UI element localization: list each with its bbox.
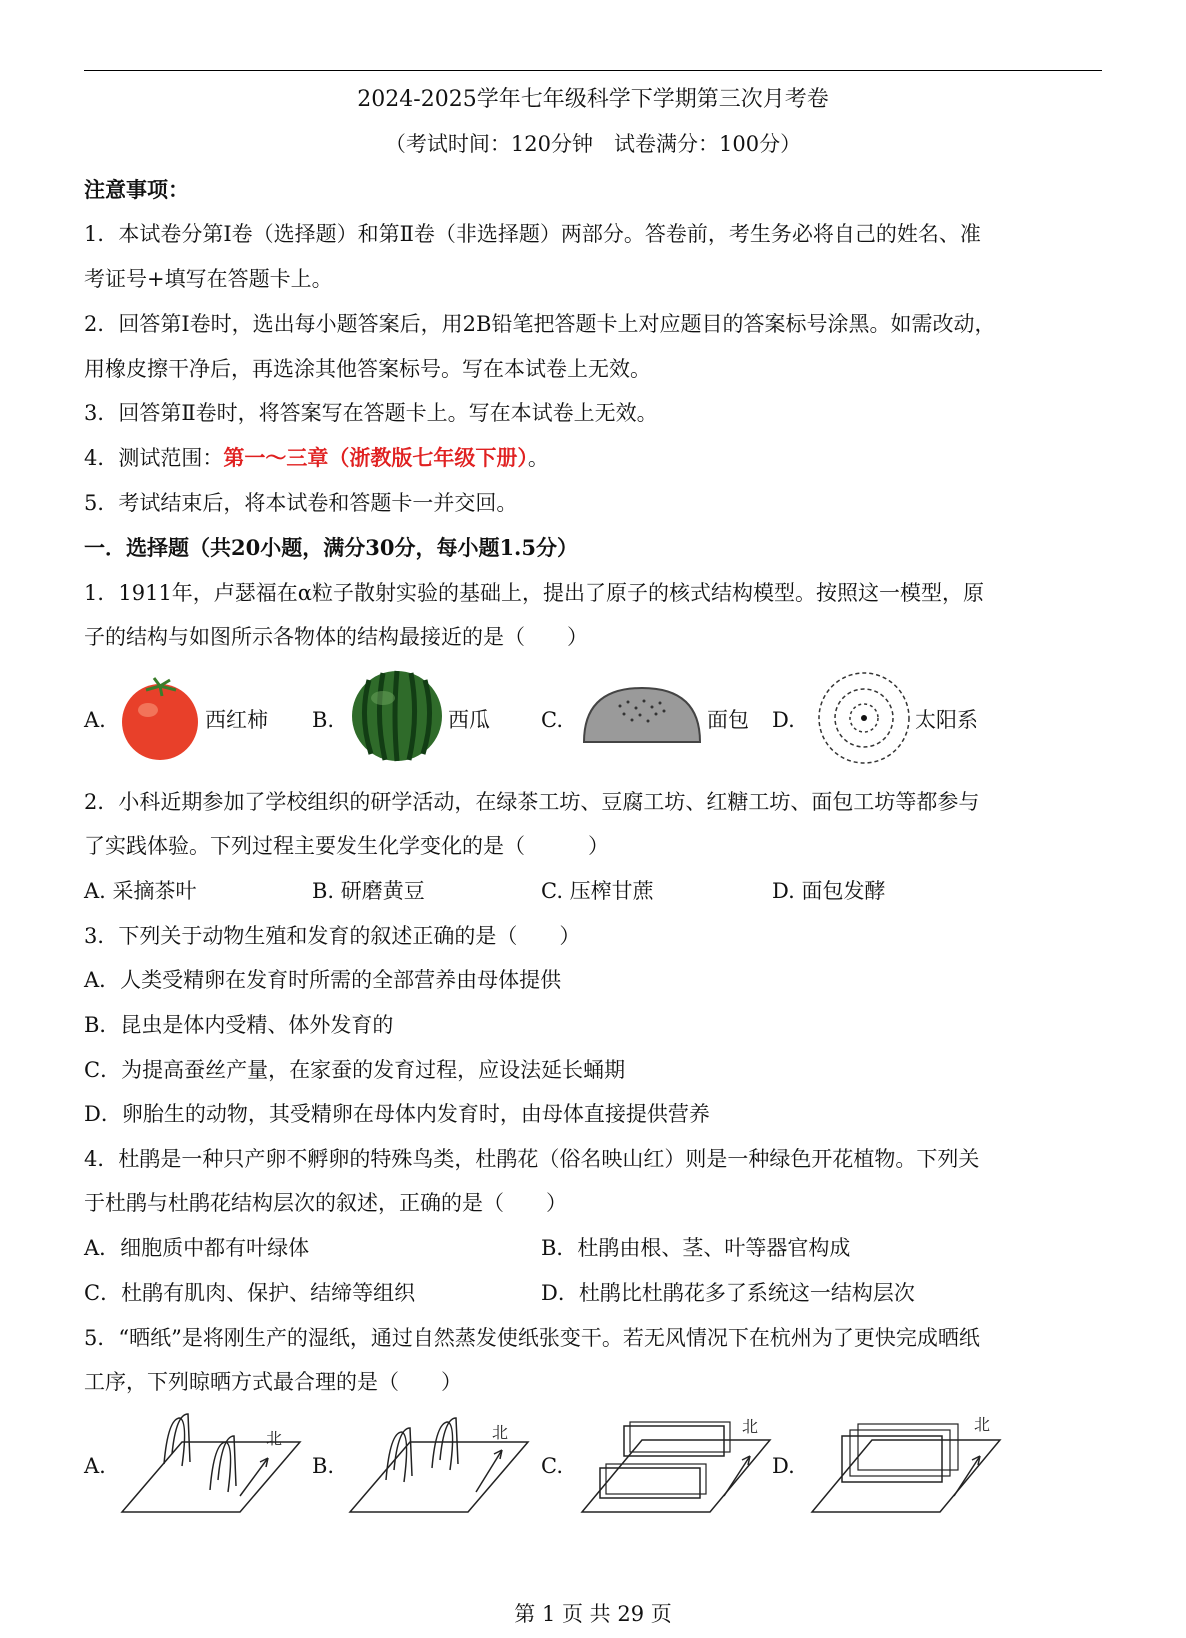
- q4-stem-line2: 于杜鹃与杜鹃花结构层次的叙述，正确的是（ ）: [84, 1191, 567, 1215]
- solar-system-icon: [816, 670, 912, 766]
- notice-item-4: [84, 444, 549, 472]
- q1-option-d-letter: D.: [772, 708, 795, 732]
- notice-item: 用橡皮擦干净后，再选涂其他答案标号。写在本试卷上无效。: [84, 357, 651, 381]
- q1-option-b-label: 西瓜: [448, 708, 490, 732]
- q5-option-a-letter: A.: [84, 1454, 106, 1478]
- watermelon-icon: [349, 668, 445, 764]
- drying-diagram-b: [346, 1410, 532, 1516]
- north-label: 北: [742, 1417, 759, 1436]
- q3-option-a: A．人类受精卵在发育时所需的全部营养由母体提供: [84, 968, 562, 992]
- q5-stem-line1: 5．“晒纸”是将刚生产的湿纸，通过自然蒸发使纸张变干。若无风情况下在杭州为了更快完成晒纸: [84, 1326, 980, 1350]
- q2-option-d: D. 面包发酵: [772, 879, 886, 903]
- q2-option-a: A. 采摘茶叶: [84, 879, 197, 903]
- q1-option-b-letter: B.: [312, 708, 335, 732]
- q4-option-a: A．细胞质中都有叶绿体: [84, 1236, 310, 1260]
- page-footer: 第 1 页 共 29 页: [514, 1602, 672, 1626]
- notice-heading: 注意事项：: [84, 177, 189, 202]
- q4-option-d: D．杜鹃比杜鹃花多了系统这一结构层次: [541, 1281, 915, 1305]
- q1-option-d-label: 太阳系: [915, 708, 978, 732]
- q3-stem: 3．下列关于动物生殖和发育的叙述正确的是（ ）: [84, 924, 581, 948]
- q5-option-b-letter: B.: [312, 1454, 335, 1478]
- q1-stem-line1: 1．1911年，卢瑟福在α粒子散射实验的基础上，提出了原子的核式结构模型。按照这一模型，原: [84, 581, 984, 605]
- drying-diagram-c: [578, 1410, 774, 1516]
- q4-option-b: B．杜鹃由根、茎、叶等器官构成: [541, 1236, 851, 1260]
- q1-option-c-letter: C.: [541, 708, 563, 732]
- q5-option-d-letter: D.: [772, 1454, 795, 1478]
- drying-diagram-d: [808, 1410, 1004, 1516]
- notice-item-5: 5．考试结束后，将本试卷和答题卡一并交回。: [84, 491, 518, 515]
- exam-subtitle: （考试时间：120分钟 试卷满分：100分）: [384, 132, 802, 156]
- notice-item: 考证号+填写在答题卡上。: [84, 267, 333, 291]
- q5-option-c-letter: C.: [541, 1454, 563, 1478]
- exam-title: 2024-2025学年七年级科学下学期第三次月考卷: [357, 87, 829, 112]
- q2-option-c: C. 压榨甘蔗: [541, 879, 654, 903]
- bread-icon: [580, 684, 704, 746]
- q5-stem-line2: 工序，下列晾晒方式最合理的是（ ）: [84, 1370, 462, 1394]
- q2-option-b: B. 研磨黄豆: [312, 879, 425, 903]
- q3-option-d: D．卵胎生的动物，其受精卵在母体内发育时，由母体直接提供营养: [84, 1102, 710, 1126]
- notice-item-4-prefix: 4．测试范围：: [84, 446, 224, 470]
- test-range: 第一～三章（浙教版七年级下册）: [223, 445, 528, 470]
- q1-option-a-letter: A.: [84, 708, 106, 732]
- north-label: 北: [266, 1429, 283, 1448]
- q1-option-c-label: 面包: [707, 708, 749, 732]
- q3-option-b: B．昆虫是体内受精、体外发育的: [84, 1013, 394, 1037]
- q4-stem-line1: 4．杜鹃是一种只产卵不孵卵的特殊鸟类，杜鹃花（俗名映山红）则是一种绿色开花植物。下列关: [84, 1147, 980, 1171]
- drying-diagram-a: [118, 1410, 304, 1516]
- q1-stem-line2: 子的结构与如图所示各物体的结构最接近的是（ ）: [84, 625, 588, 649]
- north-label: 北: [492, 1423, 509, 1442]
- q4-option-c: C．杜鹃有肌肉、保护、结缔等组织: [84, 1281, 416, 1305]
- north-label: 北: [974, 1415, 991, 1434]
- notice-item: 2．回答第Ⅰ卷时，选出每小题答案后，用2B铅笔把答题卡上对应题目的答案标号涂黑。如需改动，: [84, 312, 996, 336]
- tomato-icon: [118, 672, 202, 764]
- notice-item: 1．本试卷分第Ⅰ卷（选择题）和第Ⅱ卷（非选择题）两部分。答卷前，考生务必将自己的姓名、准: [84, 222, 981, 246]
- top-rule: [84, 70, 1102, 71]
- q2-stem-line1: 2．小科近期参加了学校组织的研学活动，在绿茶工坊、豆腐工坊、红糖工坊、面包工坊等都参与: [84, 790, 980, 814]
- q1-option-a-label: 西红柿: [205, 708, 268, 732]
- notice-item: 3．回答第Ⅱ卷时，将答案写在答题卡上。写在本试卷上无效。: [84, 401, 658, 425]
- notice-item-4-suffix: 。: [527, 446, 549, 470]
- section-heading: 一．选择题（共20小题，满分30分，每小题1.5分）: [84, 535, 578, 560]
- q2-stem-line2: 了实践体验。下列过程主要发生化学变化的是（ ）: [84, 834, 609, 858]
- q3-option-c: C．为提高蚕丝产量，在家蚕的发育过程，应设法延长蛹期: [84, 1058, 626, 1082]
